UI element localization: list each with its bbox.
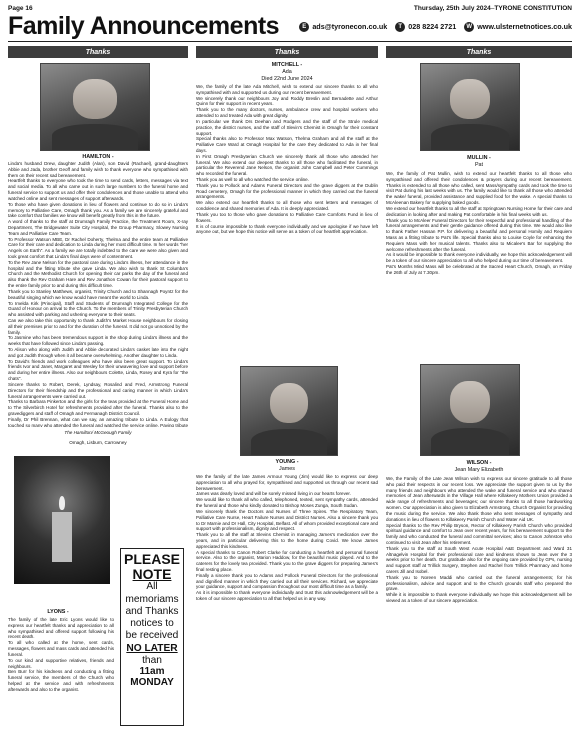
section-band-thanks: Thanks <box>196 46 378 58</box>
hamilton-photo <box>40 63 150 151</box>
hamilton-caption: HAMILTON - <box>82 154 114 160</box>
notice-line: and Thanks <box>125 605 179 617</box>
phone-contact[interactable] <box>395 22 456 32</box>
section-band-thanks: Thanks <box>8 46 188 58</box>
masthead <box>8 12 572 42</box>
issue-info: Thursday, 25th July 2024–TYRONE CONSTITUTION <box>413 5 572 12</box>
web-contact[interactable] <box>464 22 572 32</box>
notice-line: be received <box>125 630 179 642</box>
hamilton-location: Omagh, Lisburn, Carrowney <box>69 440 127 445</box>
mullin-text: We, the family of Pat Mullin, wish to extend our heartfelt thanks to all those who sympathised and offered their condolences & prayers during our recent bereavement. Thanks is extended to all those who called, sent Mass/sympathy cards and took the time to visit Pat during his last weeks with us. The family would like to thank all those who attended the wake/ funeral, provided assistance and supplied food for the wake. A special thanks to McAleenan Bakery for supplying baked goods. We extend our heartfelt thanks to all the staff at Springtown Nursing Home for their care and dedication in looking after and making Pat comfortable in his final weeks with us. Thank you to McAleer Funeral Directors for their respectful and professional handling of the funeral arrangements and their gentle guidance offered during this time. We would also like to thank Father Hassan P.P. for delivering a beautiful and personal Homily and Requiem Mass as a fitting tribute to Pat's life. Special thanks also to Louise Coyle for enhancing the Requiem Mass with her musical talents. Thanks also to Micalee's Bar for supplying the welcome refreshments after the funeral. As it would be impossible to thank everyone individually, we hope this acknowledgement will be a token of our sincere appreciation to all who helped during our time of bereavement. Pat's Months Mind Mass will be celebrated at the Sacred Heart Church, Omagh, on Friday the 26th of July at 7.30pm. <box>386 171 572 275</box>
email-icon: E <box>299 22 309 32</box>
web-text: www.ulsternetnotices.co.uk <box>477 22 572 31</box>
section-band-thanks: Thanks <box>386 46 572 58</box>
phone-text: 028 8224 2721 <box>408 22 457 31</box>
candle-image <box>14 456 110 584</box>
notice-line: 11am MONDAY <box>130 666 174 688</box>
web-icon: W <box>464 22 474 32</box>
young-caption: YOUNG - James <box>275 459 299 472</box>
mitchell-text: We, the family of the late Ada Mitchell, wish to extend our sincere thanks to all who sympathised with and supported us during our recent bereavement. We sincerely thank our neighbours Joy and Roddy Breslin and Bernadette and Arthur Quinn for their support in recent years. Thank you to the many doctors, nurses, ambulance crew and hospital workers who attended to and treated Ada with great dignity. In particular we thank Drs Deehan and Rodgers and the staff of the Strule medical practice, the district nurses, and the staff of Slevin's Chemist in Omagh for their constant support. Special thanks also to Professor Max Watson, Thelma Graham and all the staff at the Palliative Care Ward at Omagh Hospital for the care they dedicated to Ada in her final days. In First Omagh Presbyterian Church we sincerely thank all those who attended her funeral. We also extend our deepest thanks to all those who facilitated the funeral, in particular the Reverend Jane Nelson, the organist John Campbell and Peter Cummings who recorded the funeral. Thank you as well to all who watched the service online. Thank you to Pollock and Adams Funeral Directors and the grave diggers at the Dublin Road cemetery, Omagh for the professional manner in which they carried out the funeral arrangements. We also extend our heartfelt thanks to all those who sent letters and messages of condolence and shared memories of Ada. It is deeply appreciated. Thank you too to those who gave donations to Palliative Care Comforts Fund in lieu of flowers. It is of course impossible to thank everyone individually and we apologise if we have left anyone out, but we hope this notice will serve as a token of our heartfelt appreciation. <box>196 84 378 235</box>
hamilton-signature: The Hamilton/ McGeough Family <box>64 430 132 435</box>
hamilton-text: Linda's husband Drew, daughter Judith (Alan), son David (Rachael), grand-daughters Abbie and Jada, brother Geoff and family wish to thank everyone who sympathised with them on their recent sad bereavement. Heartfelt thanks to everyone who took the time to send cards, letters, messages via text and social media. To all who came out in such large numbers to the funeral home and funeral service to support us and offer their condolences and those unable to attend who watched online and sent messages of support afterwards. To those who have given donations in lieu of flowers and continue to do so in Linda's memory to Palliative Care, Omagh thank you. As a family we are sincerely grateful and take comfort that families we know will benefit greatly from this in the future. A word of thanks to the staff at Drumragh Family Practice, the Treatment Room, X-ray Department, The Bridgewater Suite City Hospital, the Group Pharmacy, Slowey Nursing Team and Palliative Care Team. To Professor Watson MBE, Dr Rachel Doherty, Thelma and the entire team at Palliative Care for their care and dedication to Linda during her most difficult time. In her words "her Angels on Earth". As a family we are totally indebted to the care we were also given and took great comfort that Linda's final days were of contentment. To the Rev Jane Nelson for the pastoral care during Linda's illness, her attendance in the hospital and the fitting tribute she gave Linda. We also wish to thank St Columba's Church and the Methodist Church for opening their car parks the day of the funeral and also thank the Rev Graham Hare and Rev Jonathon Cowan for their pastoral support to the entire family prior to and during this difficult time. Thank you to Stanley Matthews, organist, Trinity Church and to Shannagh Poyntz for the beautiful singing which we know would have meant the world to Linda. To Imelda Kirk (Principal), Staff and Students of Drumragh Integrated College for the Guard of Honour on arrival to the Church. To the members of Trinity Presbyterian Church who assisted with parking and ushering everyone to their seats. Can we also take this opportunity to thank Judith's Market House neighbours for closing all their premises prior to and for the duration of the funeral. It did not go unnoticed by the family. To Jasmine who has been tremendous support in the shop during Linda's illness and the weeks that have followed since Linda's passing. To Alison who along with Judith and Abbie decorated Linda's casket late into the night and got Judith through when it all became overwhelming. Another daughter to Linda. To David's friends and work colleagues who have also been great support. To Linda's friends Ivor and Janet, Margaret and Wesley for their unwavering love and support before and during her entire illness. Also our neighbours Colette, Linda, Rosey and Kyra for "the chats". Sincere thanks to Robert, Derek, Lyndsay, Rosalind and Fred, Armstrong Funeral Directors for their friendship and the professional and caring manner in which Linda's funeral arrangements were carried out. Thanks to Barbara Pinkerton and the girls for the teas provided at the Funeral Home and to The Silverbirch Hotel for refreshments provided after the funeral. Thanks also to the gravediggers and staff of Omagh and Fermanagh District Council. Finally, Dr Phil Brennan, what can we say, an amazing tribute to Linda. A Eulogy that touched so many who attended the funeral and watched the service online. Paying tribute <box>8 161 188 427</box>
phone-icon: T <box>395 22 405 32</box>
email-text: ads@tyronecon.co.uk <box>312 22 388 31</box>
mullin-photo <box>420 63 520 151</box>
email-contact[interactable] <box>299 22 387 32</box>
contact-bar <box>299 22 572 32</box>
notice-line: PLEASE <box>123 551 180 567</box>
mullin-caption: MULLIN - Pat <box>467 155 491 168</box>
page-number: Page 16 <box>8 5 33 12</box>
notice-line: notices to <box>130 618 174 630</box>
notice-line: NOTE <box>132 565 172 582</box>
wilson-photo <box>420 364 520 456</box>
mitchell-caption: MITCHELL - Ada Died 22nd June 2024 <box>261 62 313 82</box>
lyons-text: The family of the late Eric Lyons would like to express our heartfelt thanks and appreciation to all who sympathised and offered support following his recent death. To all who called at the home, sent cards, messages, flowers and mass cards and attended his funeral. To our kind and supportive relatives, friends and neighbours. Ben Burr for his kindness and conducting a fitting funeral service, the members of the Church who helped at the service and with refreshments afterwards and also to the organist. <box>8 617 114 692</box>
lyons-caption: LYONS - <box>47 609 69 615</box>
young-photo <box>240 366 338 456</box>
young-text: We the family of the late James Armour Young (Jim) would like to express our deep appreciation to all who prayed for, sympathised and supported us through our recent sad bereavement. James was dearly loved and will be sorely missed living in our hearts forever. We would like to thank all who called, telephoned, texted, sent sympathy cards, attended the funeral and those who kindly donated to Bishop Moses Zunga, South Sudan. We sincerely thank the Doctors and Nurses of Three Spires. The Respiratory Team, Palliative Care Nurse, Heart Failure Nurses and District Nurses. Also a sincere thank you to Dr Marnie and Dr Hall, City Hospital, Belfast. All of whom provided exceptional care and support with professionalism, dignity and respect. Thank you to all the staff at Slevins Chemist in managing James's medication over the years, and in particular delivering this to the home during Covid. We know James appreciated this kindness. A special thanks to Canon Robert Clarke for conducting a heartfelt and personal funeral service. Also to the organist, Marion Haddow, for the beautiful music played. And to the caterers for the lovely tea provided. Thank you to the grave diggers for preparing James's final resting place. Finally a sincere thank you to Adams and Pollock Funeral Directors for the professional and dignified manner in which they carried out all their services. Richard, we appreciate your guidance, support and compassion throughout our most difficult time as a family. As it is impossible to thank everyone individually and trust this acknowledgement will be a token of our sincere appreciation to all that helped us in any way. <box>196 474 378 602</box>
notice-line: than <box>142 654 162 666</box>
wilson-text: We, the Family of the Late Jean Wilson wish to express our sincere gratitude to all those who paid their respects in our recent loss. We appreciate the support given to us by the many friends and neighbours who attended the wake and funeral service and who shared memories of Jean afterwards in the Village Hall where Killakeery Mothers Union provided a wide range of refreshments and beverages; our sincere thanks to all those hardworking women. Our appreciation is also given to Elizabeth Armstrong, Church Organist for providing the music during the service. We also thank those who sent messages of sympathy and donations in lieu of flowers to Killakeery Parish Church and Water Aid UK. Special thanks to the Rev Philip Bryson, Rector of Killakeery Parish Church who provided spiritual guidance and comfort to Jean over recent years, for his bereavement support to the family and who conducted the funeral and committal services; also to Canon Johnston who continued to visit Jean after his retirement. Thank you to the staff at South West Acute Hospital A&E Department and Ward 31 Altnagelvin Hospital for their professional care and kindness shown to Jean over the 3 weeks prior to her death. Our gratitude also for the ongoing care provided by GPs, nursing and support staff at Trillick Surgery, Stephen and Rachel from Trillick Pharmacy and home carers Jill and Isobel. Thank you to Noreen Maddi who carried out the funeral arrangements; for his professionalism, advice and support and to the Church grounds staff who prepared the grave. While it is impossible to thank everyone individually we hope this acknowledgement will be viewed as a token of our sincere appreciation. <box>386 476 572 604</box>
paper-name: TYRONE CONSTITUTION <box>494 5 572 12</box>
wilson-caption: WILSON - Jean Mary Elizabeth <box>454 460 504 473</box>
page-title: Family Announcements <box>8 12 280 40</box>
notice-line: All memoriams <box>125 581 179 605</box>
notice-line: NO LATER <box>126 642 178 654</box>
please-note-box <box>120 548 184 726</box>
issue-date: Thursday, 25th July 2024 <box>413 5 491 12</box>
